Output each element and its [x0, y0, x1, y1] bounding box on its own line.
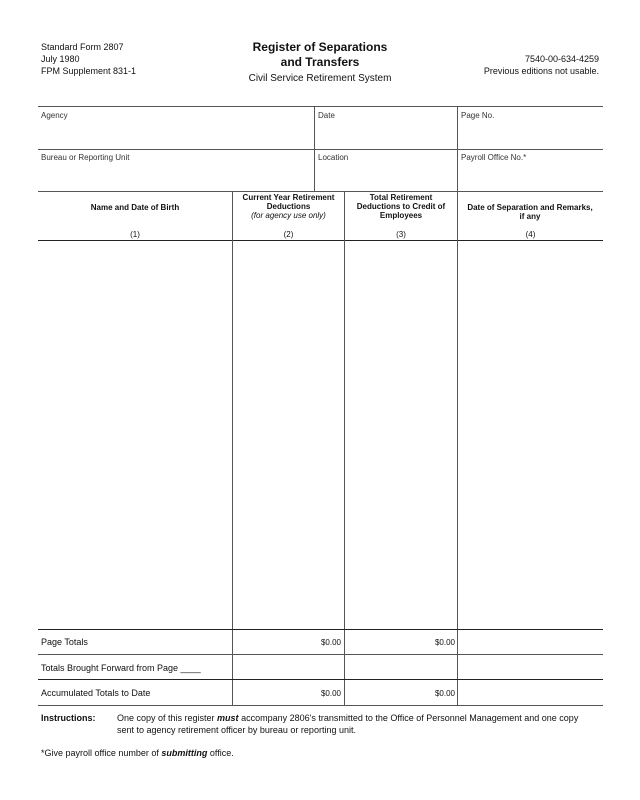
form-title-line2: and Transfers — [280, 55, 360, 69]
entries-name-column[interactable] — [38, 242, 232, 628]
totals-top-rule — [38, 629, 603, 630]
instructions-text-part: accompany 2806's transmitted to the Office of Personnel Management and one copy sent to agency retirement officer by bureau or reporting unit. — [117, 713, 579, 735]
column-number: (3) — [396, 230, 406, 239]
form-title-block — [200, 40, 440, 84]
form-title-line1: Register of Separations — [252, 40, 388, 54]
column-number: (4) — [525, 230, 536, 239]
location-field-label: Location — [318, 153, 349, 162]
page-totals-label: Page Totals — [41, 637, 88, 647]
totals-row-rule — [38, 679, 603, 680]
column-header-name: Name and Date of Birth — [90, 203, 180, 212]
totals-row-rule — [38, 654, 603, 655]
accumulated-totals-label: Accumulated Totals to Date — [41, 688, 151, 698]
bureau-field-label: Bureau or Reporting Unit — [41, 153, 130, 162]
form-identification — [41, 41, 136, 77]
payroll-office-input[interactable] — [458, 150, 603, 191]
location-input[interactable] — [315, 150, 457, 191]
column-header-current-year-note: (for agency use only) — [251, 211, 326, 220]
entries-separation-column[interactable] — [458, 242, 603, 628]
payroll-office-field-label: Payroll Office No.* — [461, 153, 527, 162]
brought-forward-label: Totals Brought Forward from Page ____ — [41, 663, 201, 673]
page-totals-col2[interactable]: $0.00 — [320, 638, 341, 647]
page-no-input[interactable] — [458, 107, 603, 149]
column-header-separation-date: Date of Separation and Remarks, if any — [467, 203, 593, 221]
column-header-current-year-title: Current Year Retirement Deductions — [242, 193, 335, 211]
footnote — [41, 748, 234, 758]
instructions-text — [117, 712, 597, 736]
header-bottom-rule — [38, 240, 603, 241]
footnote-emphasis: submitting — [161, 748, 208, 758]
form-date: July 1980 — [41, 54, 80, 64]
supplement-reference: FPM Supplement 831-1 — [41, 66, 137, 76]
grid-line — [38, 191, 603, 192]
date-field-label: Date — [318, 111, 335, 120]
agency-field-label: Agency — [41, 111, 68, 120]
column-number: (1) — [130, 230, 140, 239]
form-subtitle: Civil Service Retirement System — [248, 73, 392, 84]
column-header-total-deductions: Total Retirement Deductions to Credit of Employees — [356, 193, 446, 220]
entries-total-deductions-column[interactable] — [345, 242, 457, 628]
page-totals-col3[interactable]: $0.00 — [434, 638, 455, 647]
date-input[interactable] — [315, 107, 457, 149]
instructions-text-part: One copy of this register — [117, 713, 218, 723]
entries-current-year-column[interactable] — [233, 242, 344, 628]
totals-bottom-rule — [38, 705, 603, 706]
instructions-label: Instructions: — [41, 713, 96, 723]
instructions-block — [41, 712, 601, 736]
footnote-text-part: office. — [207, 748, 234, 758]
bureau-input[interactable] — [38, 150, 314, 191]
accumulated-totals-col3[interactable]: $0.00 — [434, 689, 455, 698]
stock-info — [484, 53, 599, 77]
editions-note: Previous editions not usable. — [483, 66, 599, 76]
column-header-current-year — [233, 193, 344, 220]
page-no-field-label: Page No. — [461, 111, 495, 120]
footnote-text-part: *Give payroll office number of — [41, 748, 162, 758]
column-number: (2) — [283, 230, 294, 239]
form-number: Standard Form 2807 — [41, 42, 124, 52]
stock-number: 7540-00-634-4259 — [524, 54, 599, 64]
agency-input[interactable] — [38, 107, 314, 149]
accumulated-totals-col2[interactable]: $0.00 — [320, 689, 341, 698]
instructions-emphasis: must — [217, 713, 239, 723]
